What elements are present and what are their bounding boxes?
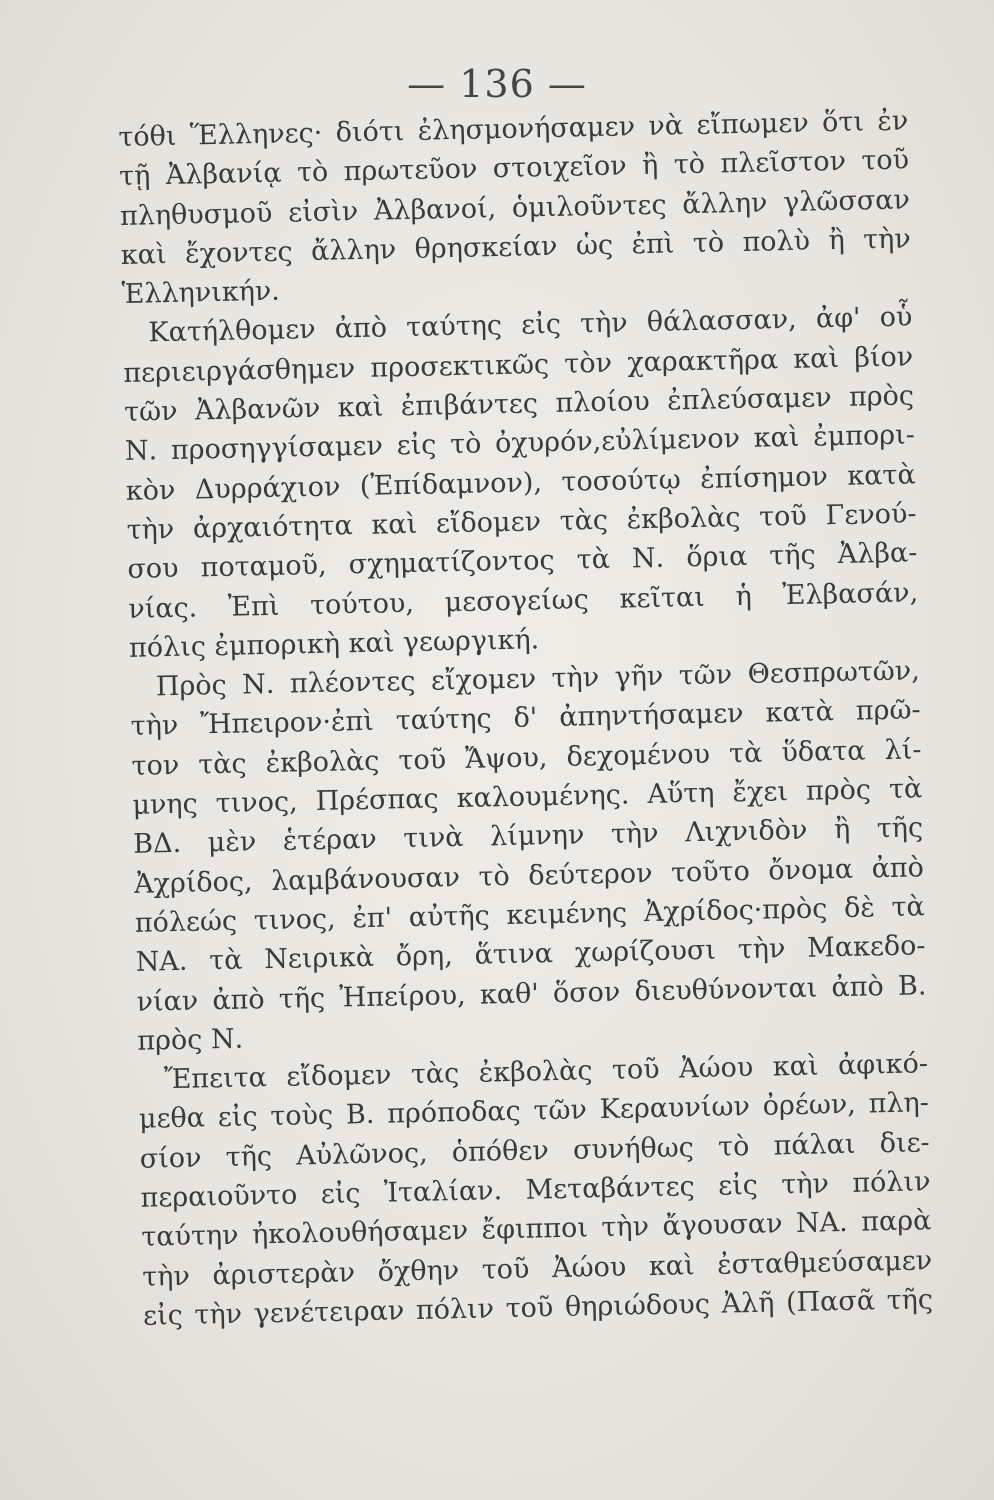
text-line: νίαν ἀπὸ τῆς Ἠπείρου, καθ' ὅσον διευθύνονται ἀπὸ Β. [136,969,927,1018]
text-line: ΒΔ. μὲν ἑτέραν τινὰ λίμνην τὴν Λιχνιδὸν ἢ τῆς [132,812,924,861]
text-line: μνης τινος, Πρέσπας καλουμένης. Αὕτη ἔχει πρὸς τὰ [132,773,923,821]
body-text [118,101,933,1335]
text-line: τον τὰς ἐκβολὰς τοῦ Ἄψου, δεχομένου τὰ ὕδατα λί- [131,734,922,782]
page-number: — 136 — [407,62,587,106]
text-line: κὸν Δυρράχιον (Ἐπίδαμνον), τοσούτῳ ἐπίσημον κατὰ [125,459,916,507]
text-line: πληθυσμοῦ εἰσὶν Ἀλβανοί, ὁμιλοῦντες ἄλλην γλῶσσαν [119,184,911,232]
text-line: ταύτην ἠκολουθήσαμεν ἔφιπποι τὴν ἄγουσαν ΝΑ. παρὰ [141,1205,932,1254]
text-line: καὶ ἔχοντες ἄλλην θρησκείαν ὡς ἐπὶ τὸ πολὺ ἢ τὴν [120,223,912,271]
text-line: πόλεώς τινος, ἐπ' αὐτῆς κειμένης Ἀχρίδος·πρὸς δὲ τὰ [134,891,926,939]
text-line: εἰς τὴν γενέτειραν πόλιν τοῦ θηριώδους Ἀλῆ (Πασᾶ τῆς [142,1284,934,1332]
paragraph [118,101,912,314]
text-line: Ἔπειτα εἴδομεν τὰς ἐκβολὰς τοῦ Ἀώου καὶ ἀφικό- [163,1048,929,1096]
text-line: πόλις ἐμπορικὴ καὶ γεωργική. [128,624,540,664]
text-line: τὴν Ἤπειρον·ἐπὶ ταύτης δ' ἀπηντήσαμεν κατὰ πρῶ- [130,694,921,743]
text-line: τόθι Ἕλληνες· διότι ἐλησμονήσαμεν νὰ εἴπωμεν ὅτι ἐν [118,105,909,153]
text-line: πρὸς Ν. [137,1023,244,1057]
text-line: Ν. προσηγγίσαμεν εἰς τὸ ὀχυρόν,εὐλίμενον καὶ ἐμπορι- [124,419,916,468]
text-line: τῇ Ἀλβανίᾳ τὸ πρωτεῦον στοιχεῖον ἢ τὸ πλεῖστον τοῦ [118,144,910,193]
text-line: σου ποταμοῦ, σχηματίζοντος τὰ Ν. ὅρια τῆς Ἀλβα- [127,537,918,586]
paragraph [122,298,919,668]
text-line: Ἀχρίδος, λαμβάνουσαν τὸ δεύτερον τοῦτο ὄνομα ἀπὸ [133,851,925,900]
text-line: Πρὸς Ν. πλέοντες εἴχομεν τὴν γῆν τῶν Θεσπρωτῶν, [155,655,921,703]
paragraph [130,651,928,1060]
text-line: τὴν ἀρχαιότητα καὶ εἴδομεν τὰς ἐκβολὰς τοῦ Γενού- [126,498,917,546]
text-line: σίον τῆς Αὐλῶνος, ὁπόθεν συνήθως τὸ πάλαι διε- [139,1126,930,1175]
text-line: Κατήλθομεν ἀπὸ ταύτης εἰς τὴν θάλασσαν, ἀφ' οὗ [148,301,913,349]
text-line: περαιοῦντο εἰς Ἰταλίαν. Μεταβάντες εἰς τὴν πόλιν [140,1166,931,1214]
text-line: μεθα εἰς τοὺς Β. πρόποδας τῶν Κεραυνίων ὀρέων, πλη- [138,1087,930,1136]
paragraph [138,1044,934,1336]
text-line: Ἑλληνικήν. [121,275,281,311]
text-line: τὴν ἀριστερὰν ὄχθην τοῦ Ἀώου καὶ ἐσταθμεύσαμεν [141,1244,933,1293]
text-line: νίας. Ἐπὶ τούτου, μεσογείως κεῖται ἡ Ἐλβασάν, [127,576,919,625]
text-line: ΝΑ. τὰ Νειρικὰ ὄρη, ἅτινα χωρίζουσι τὴν Μακεδο- [135,930,926,979]
text-line: τῶν Ἀλβανῶν καὶ ἐπιβάντες πλοίου ἐπλεύσαμεν πρὸς [123,380,915,429]
text-line: περιειργάσθημεν προσεκτικῶς τὸν χαρακτῆρα καὶ βίον [123,341,914,389]
